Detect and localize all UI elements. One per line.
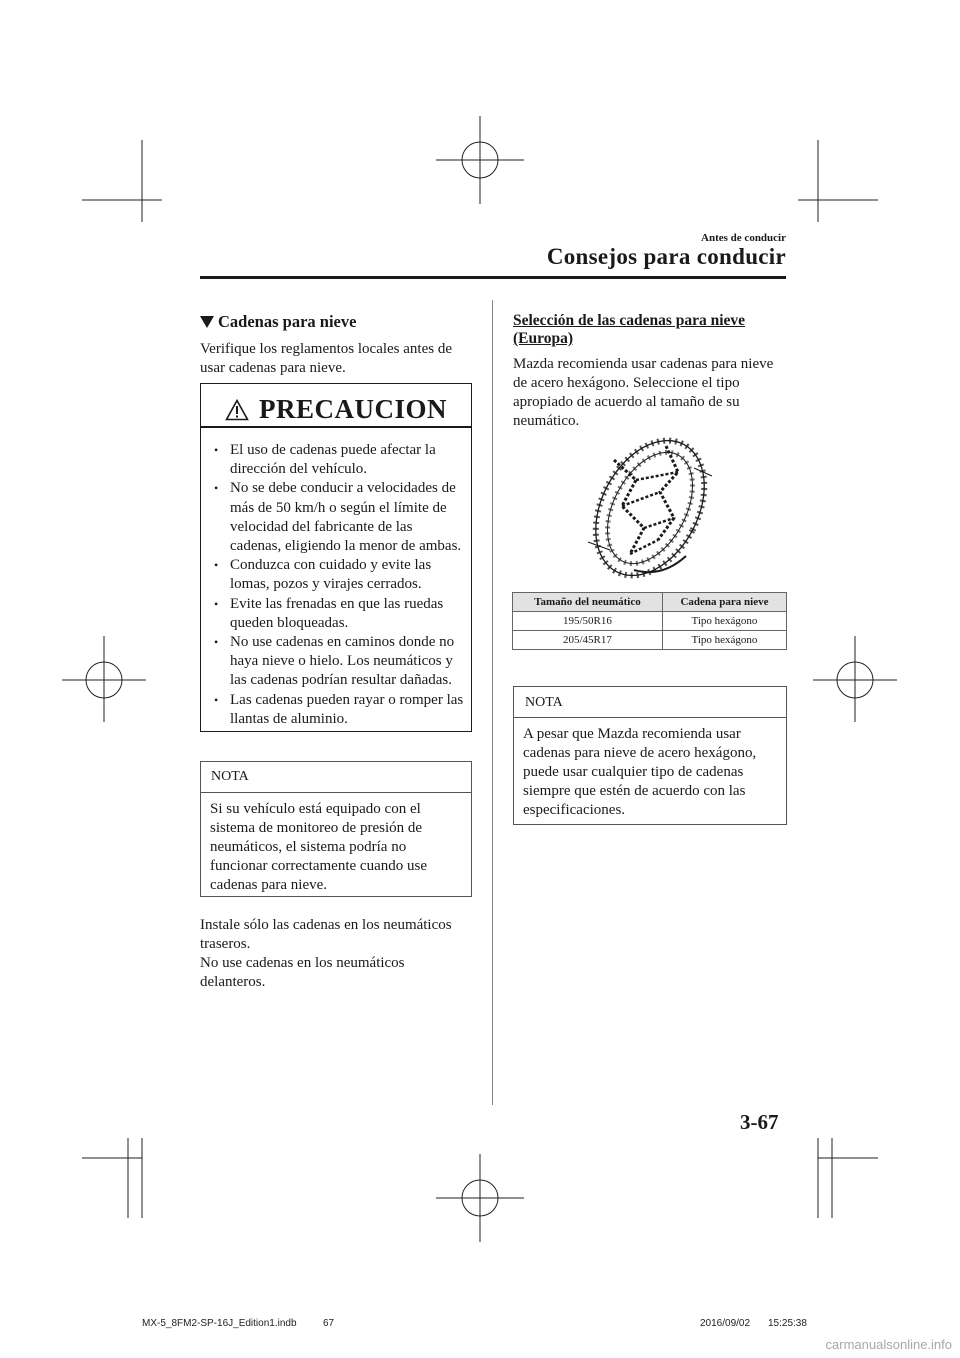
- left-outro-1: Instale sólo las cadenas en los neumáticos traseros.: [200, 917, 452, 952]
- note-box-right: [513, 686, 787, 825]
- subsection-title: [513, 312, 745, 348]
- note-text: Si su vehículo está equipado con el sistema de monitoreo de presión de neumáticos, el sistema podría no funcionar correctamente cuando use cadenas para nieve.: [210, 801, 427, 893]
- caution-item: • El uso de cadenas puede afectar la dirección del vehículo.: [210, 441, 467, 479]
- subsection-title-line-2: (Europa): [513, 330, 574, 347]
- table-cell: Tipo hexágono: [662, 631, 786, 650]
- watermark: carmanualsonline.info: [825, 1337, 952, 1352]
- triangle-bullet-icon: [200, 316, 214, 328]
- note-text: A pesar que Mazda recomienda usar cadenas para nieve de acero hexágono, puede usar cualquier tipo de cadenas siempre que estén de acuerdo con las especificaciones.: [523, 726, 757, 818]
- header-rule: [200, 276, 786, 279]
- left-intro: Verifique los reglamentos locales antes de usar cadenas para nieve.: [200, 341, 452, 376]
- table-cell: 195/50R16: [513, 612, 663, 631]
- table-row: [513, 612, 787, 631]
- caution-item: • Evite las frenadas en que las ruedas queden bloqueadas.: [210, 595, 467, 633]
- caution-item: • No se debe conducir a velocidades de más de 50 km/h o según el límite de velocidad del fabricante de las cadenas, eligiendo la menor de ambas.: [210, 479, 467, 556]
- caution-list: [210, 441, 467, 729]
- note-divider: [201, 792, 471, 793]
- subsection-title-line-1: Selección de las cadenas para nieve: [513, 312, 746, 329]
- caution-item: • No use cadenas en caminos donde no haya nieve o hielo. Los neumáticos y las cadenas podrían resultar dañadas.: [210, 633, 467, 691]
- footer-file: MX-5_8FM2-SP-16J_Edition1.indb: [142, 1318, 297, 1329]
- table-header-cell: Cadena para nieve: [662, 593, 786, 612]
- caution-header: [201, 394, 471, 425]
- column-divider: [492, 300, 493, 1105]
- header-section: Antes de conducir: [701, 232, 786, 244]
- snow-chain-illustration: [574, 432, 724, 584]
- note-title: NOTA: [525, 695, 563, 710]
- left-outro-2: No use cadenas en los neumáticos delanteros.: [200, 955, 405, 990]
- footer-page: 67: [323, 1318, 335, 1329]
- section-title-text: Cadenas para nieve: [218, 312, 357, 331]
- caution-box: [200, 383, 472, 732]
- note-divider: [514, 717, 786, 718]
- section-title: [200, 312, 356, 332]
- caution-item: • Las cadenas pueden rayar o romper las llantas de aluminio.: [210, 691, 467, 729]
- tire-chain-table: [512, 592, 787, 650]
- caution-divider: [201, 426, 471, 428]
- header-chapter: Consejos para conducir: [546, 244, 786, 269]
- table-row: [513, 631, 787, 650]
- page-number: 3-67: [740, 1110, 779, 1134]
- caution-title: PRECAUCION: [258, 394, 447, 424]
- table-cell: 205/45R17: [513, 631, 663, 650]
- right-intro: Mazda recomienda usar cadenas para nieve de acero hexágono. Seleccione el tipo apropiado de acuerdo al tamaño de su neumático.: [513, 356, 774, 429]
- footer-date: 2016/09/02: [700, 1318, 751, 1329]
- note-box-left: [200, 761, 472, 897]
- table-header-row: [513, 593, 787, 612]
- table-header-cell: Tamaño del neumático: [513, 593, 663, 612]
- note-title: NOTA: [211, 769, 249, 784]
- table-cell: Tipo hexágono: [662, 612, 786, 631]
- footer-time: 15:25:38: [768, 1318, 807, 1329]
- warning-triangle-icon: [225, 399, 249, 421]
- caution-item: • Conduzca con cuidado y evite las lomas, pozos y virajes cerrados.: [210, 556, 467, 594]
